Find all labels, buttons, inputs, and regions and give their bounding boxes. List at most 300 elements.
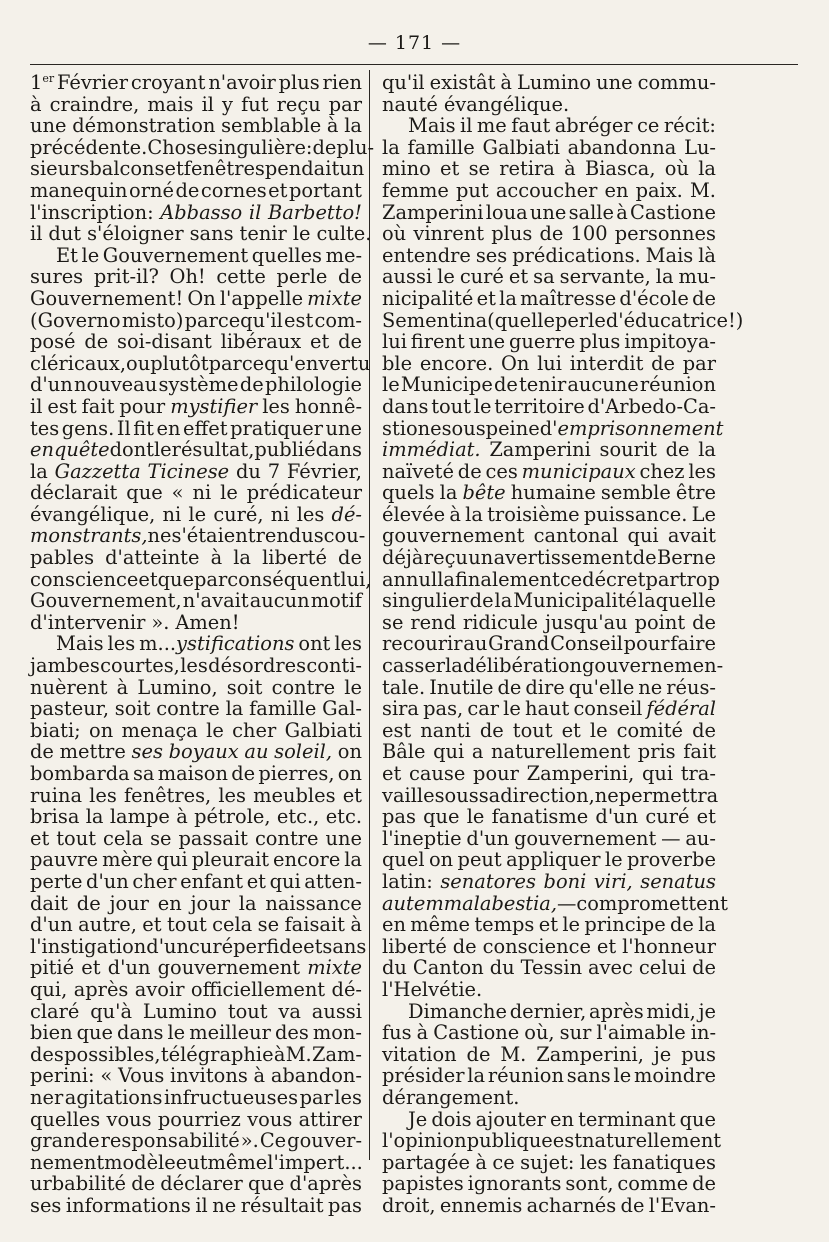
word: Gouvernement (102, 243, 249, 267)
word: singulier (382, 589, 469, 613)
word: pris (637, 740, 676, 764)
word: servante, (559, 265, 651, 289)
text-line (382, 871, 716, 893)
word: fus (382, 1021, 412, 1045)
word: à (210, 546, 223, 570)
text-line (30, 202, 362, 224)
text-line (30, 1065, 362, 1087)
word: d'un (30, 913, 73, 937)
word: se (257, 913, 280, 937)
word: boyaux (168, 740, 239, 764)
word: il (30, 394, 43, 418)
word: plus (278, 71, 320, 94)
word: Oh! (169, 265, 206, 289)
word: où (664, 157, 689, 181)
word: Dimanche (408, 999, 508, 1023)
word: casser (382, 654, 446, 678)
word: de (338, 265, 362, 289)
word: portant (288, 178, 362, 202)
text-line (382, 1087, 716, 1109)
word: nauté (382, 92, 438, 116)
word: Municipe (400, 373, 493, 397)
word: Biasca, (584, 157, 656, 181)
word: fanatisme (491, 805, 589, 829)
word: Sementina (382, 308, 488, 332)
word: encore (273, 848, 341, 872)
word: Gouvernement, (30, 589, 182, 613)
word: Castione (630, 200, 716, 224)
word: l'instigation (30, 934, 147, 958)
text-line (30, 1195, 362, 1217)
word: Mais (56, 632, 104, 656)
word: aucune (567, 373, 639, 397)
word: firent (410, 330, 465, 354)
word: et (596, 934, 617, 958)
word: dérangement. (382, 1085, 520, 1109)
word: et (142, 913, 162, 937)
word: Vous (117, 1064, 165, 1088)
word: Gal- (322, 697, 362, 721)
text-line (382, 806, 716, 828)
text-line (382, 1001, 716, 1023)
word: lui (382, 330, 407, 354)
word: quel (382, 848, 425, 872)
word: troisième (487, 502, 580, 526)
text-line (382, 1022, 716, 1044)
word: au (463, 632, 488, 656)
word: le (206, 718, 224, 742)
word: déclarer (160, 1172, 243, 1196)
text-line (30, 1152, 362, 1174)
word: où, (524, 1021, 555, 1045)
word: le (503, 697, 521, 721)
text-line (382, 1152, 716, 1174)
word: famille (407, 135, 475, 159)
word: philologie (265, 373, 362, 397)
word: cela (212, 913, 253, 937)
word: cela (103, 826, 144, 850)
word: le (153, 438, 172, 462)
word: me- (325, 243, 362, 267)
word: soi-disant (117, 330, 212, 354)
text-line (30, 461, 362, 483)
word: à (273, 1042, 286, 1066)
word: il (460, 114, 473, 138)
word: les (688, 459, 716, 483)
text-line (382, 180, 716, 202)
text-line (382, 763, 716, 785)
text-line (382, 979, 716, 1001)
word: dois (431, 1107, 472, 1131)
word: ne (212, 1193, 237, 1217)
text-line (382, 266, 716, 288)
word: d'un (86, 869, 129, 893)
word: fanatiques (612, 1150, 716, 1174)
word: déjà (382, 546, 424, 570)
text-line (382, 567, 720, 591)
text-line (30, 655, 362, 677)
text-line (382, 245, 716, 267)
text-line (30, 180, 362, 202)
word: point (634, 610, 686, 634)
word: fit (133, 416, 154, 440)
word: la (85, 805, 104, 829)
word: en (550, 1107, 574, 1131)
word: senatus (640, 869, 716, 893)
word: fait (81, 394, 115, 418)
word: Et (56, 243, 78, 267)
word: avoir (134, 977, 185, 1001)
word: une (325, 416, 362, 440)
word: par (682, 351, 716, 375)
word: tenir (239, 222, 287, 246)
text-line (382, 331, 716, 353)
word: cornes (200, 178, 267, 202)
word: jour (190, 891, 230, 915)
word: mala (443, 891, 492, 915)
word: précédente. (30, 135, 148, 159)
word: un (468, 546, 494, 570)
word: du (382, 956, 407, 980)
word: réunion (487, 1064, 564, 1088)
word: pour (623, 632, 670, 656)
word: tes (30, 416, 60, 440)
word: peine (485, 416, 540, 440)
word: contre (271, 675, 336, 699)
text-line (382, 677, 716, 699)
word: d'un (146, 934, 190, 958)
word: publié (254, 438, 316, 462)
word: viri, (593, 869, 633, 893)
word: senatores (440, 869, 536, 893)
text-line (30, 115, 362, 137)
word: prit-il? (93, 265, 159, 289)
word: mettre (59, 740, 126, 764)
word: mais (147, 92, 194, 116)
word: d'intervenir (30, 610, 146, 634)
word: Inutile (429, 675, 494, 699)
text-line (30, 849, 362, 871)
word: finalement (455, 567, 560, 591)
word: les (180, 654, 208, 678)
word: s'étaient (171, 524, 256, 548)
word: à (253, 1064, 266, 1088)
word: meubles (253, 783, 336, 807)
word: sur (559, 1021, 592, 1045)
word: maison (157, 762, 228, 785)
word: Amen! (175, 610, 240, 634)
word: proverbe (627, 848, 716, 872)
word: principe (584, 913, 666, 937)
word: autem (382, 891, 444, 915)
word: de (175, 178, 200, 202)
word: tout (512, 718, 553, 742)
word: conti- (306, 654, 362, 678)
word: ni (192, 481, 212, 505)
text-line (30, 439, 362, 461)
word: se (382, 610, 404, 634)
word: un (339, 157, 365, 181)
text-line (30, 331, 362, 353)
word: de (338, 546, 362, 570)
word: et (268, 178, 288, 202)
text-line (382, 612, 716, 634)
word: contre (254, 826, 319, 850)
word: Lumino (142, 999, 217, 1023)
text-line (382, 158, 716, 180)
word: prédicateur (246, 481, 362, 505)
word: autre, (78, 913, 137, 937)
text-line (382, 698, 716, 720)
word: à (449, 502, 461, 526)
word: sa (478, 783, 501, 807)
word: misto) (121, 308, 184, 332)
word: claré (30, 999, 80, 1023)
word: pasteur, (30, 697, 109, 721)
word: la (467, 1064, 486, 1088)
word: M. (689, 178, 716, 202)
word: on (89, 718, 114, 742)
word: boni (543, 869, 587, 893)
word: se (468, 157, 491, 181)
word: à (116, 675, 129, 699)
word: le (466, 805, 485, 829)
word: conseil (573, 697, 643, 721)
word: et (538, 913, 558, 937)
word: ses (475, 243, 508, 267)
word: aussi (311, 999, 362, 1023)
text-line (382, 94, 716, 116)
text-line (30, 374, 362, 396)
text-line (382, 1195, 716, 1217)
word: vitation (382, 1042, 457, 1066)
word: jambes (30, 654, 100, 678)
word: (Governo (30, 308, 121, 332)
word: de (452, 934, 477, 958)
word: perle (554, 308, 606, 332)
word: abréger (554, 114, 633, 138)
word: quels (382, 481, 435, 505)
word: conscience (482, 934, 591, 958)
word: ni (270, 502, 290, 526)
word: curé (645, 805, 690, 829)
word: rendus (255, 524, 324, 548)
word: de (692, 956, 716, 980)
text-line (382, 783, 719, 807)
word: à (326, 114, 339, 138)
text-line (382, 115, 716, 137)
text-line (30, 418, 362, 440)
word: personnes (614, 222, 716, 246)
word: Je (408, 1107, 428, 1131)
word: temps (474, 913, 535, 937)
word: le (292, 222, 311, 246)
word: Lumino, (137, 675, 218, 699)
word: après (589, 999, 644, 1023)
word: plutôt (150, 351, 209, 375)
text-line (30, 310, 362, 332)
word: la (445, 654, 463, 678)
word: courtes, (100, 654, 180, 678)
word: chez (639, 459, 685, 483)
word: où (382, 222, 407, 246)
word: de (692, 718, 716, 742)
word: rend (410, 610, 456, 634)
word: jusqu'au (544, 610, 628, 634)
word: menaça (121, 718, 198, 742)
word: quelles (30, 1107, 101, 1131)
word: gouvernement (513, 826, 657, 850)
word: les (296, 502, 325, 526)
word: la (465, 502, 483, 526)
word: m...ystifications (139, 632, 295, 656)
word: l'ineptie (382, 826, 462, 850)
word: évangélique, (30, 502, 156, 526)
word: une (325, 826, 362, 850)
text-line (382, 914, 716, 936)
word: Le (691, 502, 716, 526)
word: Castione (433, 1021, 520, 1045)
word: — (661, 826, 681, 850)
word: maîtresse (520, 286, 617, 310)
word: agitations (64, 1085, 163, 1109)
word: des (274, 1021, 309, 1045)
word: on (337, 740, 362, 764)
word: Il (116, 416, 131, 440)
word: naïveté (382, 459, 454, 483)
word: loua (485, 200, 528, 224)
word: ridicule (462, 610, 539, 634)
word: meilleur (189, 1021, 271, 1045)
word: qui, (30, 977, 68, 1001)
word: puissance. (583, 502, 688, 526)
word: en (382, 913, 406, 937)
word: de (620, 1193, 645, 1217)
text-line (382, 654, 724, 678)
word: Berne (657, 546, 716, 570)
word: ennemis (439, 1193, 523, 1217)
word: curé (189, 934, 234, 958)
left-column (30, 71, 374, 1217)
word: dans (315, 438, 362, 462)
word: ne (638, 675, 663, 699)
word: d'après (289, 1172, 362, 1196)
word: On (500, 351, 530, 375)
word: com- (314, 308, 362, 332)
word: territoire (494, 394, 585, 418)
word: et (440, 157, 460, 181)
word: d'Arbedo-Ca- (587, 394, 716, 418)
word: mère (102, 848, 153, 872)
word: aucun (249, 589, 310, 613)
text-line (382, 590, 716, 612)
word: sa (533, 265, 555, 289)
word: être (675, 481, 716, 505)
word: mixte (307, 956, 362, 980)
word: le (562, 913, 581, 937)
word: encore. (419, 351, 494, 375)
word: interdit (569, 351, 644, 375)
text-line (30, 957, 362, 979)
word: qui (433, 740, 465, 764)
word: la (655, 265, 674, 289)
text-line (30, 1130, 362, 1152)
word: pour (473, 762, 519, 785)
word: aussi (382, 265, 433, 289)
word: Abbasso (160, 200, 243, 224)
word: nicipalité (382, 286, 474, 310)
word: paix. (635, 178, 683, 202)
word: désordres (208, 654, 307, 678)
word: sans (566, 1064, 611, 1088)
word: dans (382, 394, 429, 418)
word: il (30, 222, 43, 246)
word: sourit (599, 438, 657, 462)
word: Mais (645, 243, 694, 267)
word: peut (457, 848, 502, 872)
word: présider (382, 1064, 465, 1088)
word: tale. (382, 675, 426, 699)
word: On (187, 286, 216, 310)
word: quelles (251, 243, 323, 267)
word: enquête (30, 438, 110, 462)
word: le (382, 373, 400, 397)
text-line (382, 828, 716, 850)
word: le (220, 481, 238, 505)
word: bête (462, 481, 506, 505)
word: eut (175, 1150, 208, 1174)
word: pendait (264, 157, 340, 181)
word: qu'elle (568, 675, 635, 699)
word: Tessin (520, 956, 583, 980)
word: vaille (382, 783, 435, 807)
word: impitoya- (624, 330, 716, 354)
word: Zamperini, (536, 1042, 644, 1066)
word: dut (48, 222, 82, 246)
text-line (30, 828, 362, 850)
word: Lu- (684, 135, 716, 159)
word: abandon- (270, 1064, 362, 1088)
word: l'Helvétie. (382, 977, 483, 1001)
word: délibération (462, 654, 583, 678)
word: 7 (267, 459, 281, 483)
text-line (30, 698, 362, 720)
word: pratiquer (230, 416, 323, 440)
word: pus (681, 1042, 716, 1066)
word: ne (147, 524, 172, 548)
word: Ticinese (147, 459, 230, 483)
word: Février, (286, 459, 362, 483)
text-line (382, 288, 716, 310)
word: et (310, 330, 330, 354)
word: ce (559, 567, 583, 591)
word: n'avoir (208, 71, 276, 94)
page-number: — 171 — (367, 32, 462, 54)
word: ajouter (475, 1107, 546, 1131)
word: entendre (382, 243, 471, 267)
text-line (30, 633, 362, 655)
word: retira (499, 157, 555, 181)
word: posé (30, 330, 76, 354)
word: bombarda (30, 762, 130, 785)
word: de (30, 740, 54, 764)
word: une (529, 200, 567, 224)
word: le (81, 243, 100, 267)
text-line (30, 1087, 362, 1109)
text-line (30, 135, 374, 159)
word: sous (441, 416, 486, 440)
text-line (30, 763, 362, 785)
